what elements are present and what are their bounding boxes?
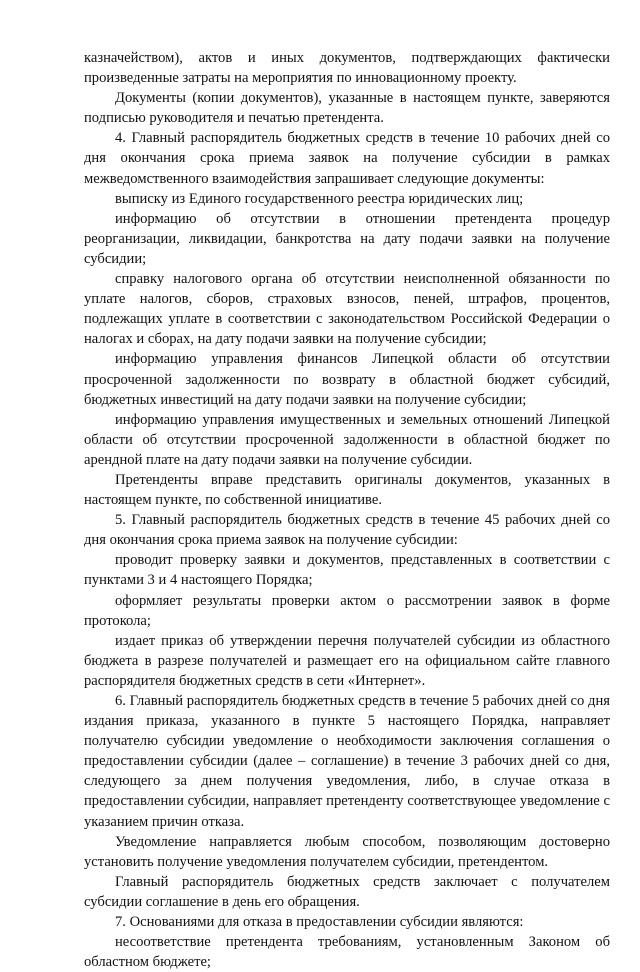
paragraph-item-6: 6. Главный распорядитель бюджетных средств в течение 5 рабочих дней со дня издания приказа, указанного в пункте 5 настоящего Порядка, направляет получателю субсидии уведомление о необходимости заключения соглашения о предоставлении субсидии (далее – соглашение) в течение 3 рабочих дней со дня, следующего за днем получения уведомления, либо, в случае отказа в предоставлении субсидии, направляет претенденту соответствующее уведомление с указанием причин отказа. [84, 693, 610, 830]
list-item-verification: проводит проверку заявки и документов, представленных в соответствии с пунктами 3 и 4 настоящего Порядка; [84, 552, 610, 589]
list-item-protocol: оформляет результаты проверки актом о рассмотрении заявок в форме протокола; [84, 592, 610, 629]
list-item-noncompliance: несоответствие претендента требованиям, установленным Законом об областном бюджете; [84, 934, 610, 971]
paragraph-item-7: 7. Основаниями для отказа в предоставлении субсидии являются: [115, 914, 524, 931]
paragraph-certification: Документы (копии документов), указанные в настоящем пункте, заверяются подписью руководителя и печатью претендента. [84, 90, 610, 127]
list-item-order: издает приказ об утверждении перечня получателей субсидии из областного бюджета в разрезе получателей и размещает его на официальном сайте главного распорядителя бюджетных средств в сети «Интернет». [84, 632, 610, 689]
paragraph-item-5: 5. Главный распорядитель бюджетных средств в течение 45 рабочих дней со дня окончания срока приема заявок на получение субсидии: [84, 512, 610, 549]
paragraph-notification: Уведомление направляется любым способом, позволяющим достоверно установить получение уведомления получателем субсидии, претендентом. [84, 833, 610, 870]
list-item-property-info: информацию управления имущественных и земельных отношений Липецкой области об отсутствии просроченной задолженности в областной бюджет по арендной плате на дату подачи заявки на получение субсидии. [84, 411, 610, 468]
list-item-reorganization-info: информацию об отсутствии в отношении претендента процедур реорганизации, ликвидации, банкротства на дату подачи заявки на получение субсидии; [84, 210, 610, 267]
paragraph-item-4: 4. Главный распорядитель бюджетных средств в течение 10 рабочих дней со дня окончания срока приема заявок на получение субсидии в рамках межведомственного взаимодействия запрашивает следующие документы: [84, 130, 610, 187]
list-item-egrul-extract: выписку из Единого государственного реестра юридических лиц; [115, 190, 524, 207]
document-page [84, 48, 610, 972]
list-item-tax-certificate: справку налогового органа об отсутствии неисполненной обязанности по уплате налогов, сборов, страховых взносов, пеней, штрафов, процентов, подлежащих уплате в соответствии с законодательством Российской Федерации о налогах и сборах, на дату подачи заявки на получение субсидии; [84, 271, 610, 348]
paragraph-continuation: казначейством), актов и иных документов, подтверждающих фактически произведенные затраты на мероприятия по инновационному проекту. [84, 50, 610, 87]
list-item-finance-info: информацию управления финансов Липецкой области об отсутствии просроченной задолженности по возврату в областной бюджет субсидий, бюджетных инвестиций на дату подачи заявки на получение субсидии; [84, 351, 610, 408]
paragraph-originals: Претенденты вправе представить оригиналы документов, указанных в настоящем пункте, по собственной инициативе. [84, 471, 610, 509]
paragraph-agreement: Главный распорядитель бюджетных средств заключает с получателем субсидии соглашение в день его обращения. [84, 873, 610, 910]
